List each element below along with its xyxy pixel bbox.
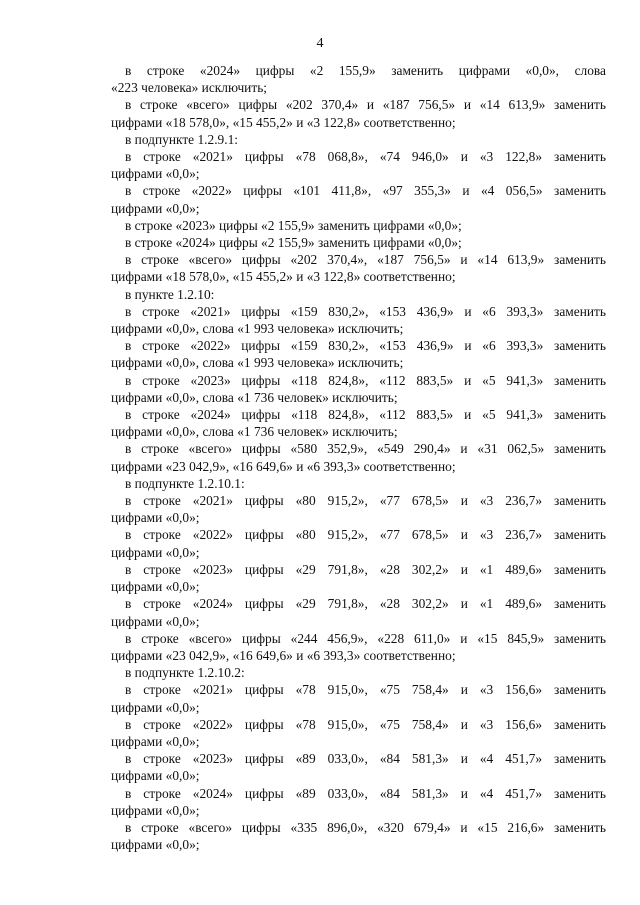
paragraph-first-line: в строке «2024» цифры «118 824,8», «112 883,5» и «5 941,3» заменить [125, 407, 606, 423]
paragraph [111, 440, 606, 474]
paragraph-first-line: в строке «2022» цифры «78 915,0», «75 758,4» и «3 156,6» заменить [125, 716, 606, 732]
paragraph-single-line: в подпункте 1.2.10.2: [125, 665, 245, 681]
paragraph-first-line: в строке «2022» цифры «80 915,2», «77 678,5» и «3 236,7» заменить [125, 527, 606, 543]
paragraph-continuation-line: цифрами «0,0»; [111, 699, 200, 715]
document-body [111, 62, 606, 853]
paragraph-continuation-line: цифрами «0,0»; [111, 579, 200, 595]
paragraph-continuation-line: цифрами «0,0»; [111, 200, 200, 216]
paragraph-continuation-line: цифрами «0,0»; [111, 166, 200, 182]
paragraph [111, 372, 606, 406]
paragraph-single-line: в строке «2023» цифры «2 155,9» заменить цифрами «0,0»; [125, 217, 462, 233]
paragraph-first-line: в строке «2023» цифры «118 824,8», «112 883,5» и «5 941,3» заменить [125, 372, 606, 388]
paragraph [111, 681, 606, 715]
paragraph [111, 595, 606, 629]
paragraph [111, 716, 606, 750]
paragraph-first-line: в строке «2021» цифры «80 915,2», «77 678,5» и «3 236,7» заменить [125, 493, 606, 509]
paragraph-continuation-line: цифрами «0,0»; [111, 544, 200, 560]
paragraph-continuation-line: цифрами «0,0», слова «1 736 человек» исключить; [111, 389, 398, 405]
paragraph-continuation-line: цифрами «0,0»; [111, 802, 200, 818]
paragraph-continuation-line: цифрами «23 042,9», «16 649,6» и «6 393,3» соответственно; [111, 647, 456, 663]
paragraph-continuation-line: цифрами «23 042,9», «16 649,6» и «6 393,3» соответственно; [111, 458, 456, 474]
paragraph [111, 819, 606, 853]
paragraph-single-line: в строке «2024» цифры «2 155,9» заменить цифрами «0,0»; [125, 235, 462, 251]
paragraph [111, 630, 606, 664]
paragraph-continuation-line: цифрами «0,0»; [111, 613, 200, 629]
paragraph-continuation-line: цифрами «18 578,0», «15 455,2» и «3 122,8» соответственно; [111, 269, 456, 285]
paragraph [111, 406, 606, 440]
paragraph [118, 131, 606, 148]
paragraph [118, 286, 606, 303]
paragraph-first-line: в строке «2024» цифры «89 033,0», «84 581,3» и «4 451,7» заменить [125, 785, 606, 801]
paragraph-first-line: в строке «2021» цифры «159 830,2», «153 436,9» и «6 393,3» заменить [125, 303, 606, 319]
paragraph [111, 303, 606, 337]
paragraph [111, 561, 606, 595]
paragraph-continuation-line: цифрами «0,0»; [111, 768, 200, 784]
paragraph-first-line: в строке «2024» цифры «2 155,9» заменить цифрами «0,0», слова [125, 63, 606, 78]
paragraph-first-line: в строке «2023» цифры «89 033,0», «84 581,3» и «4 451,7» заменить [125, 751, 606, 767]
paragraph [118, 234, 606, 251]
paragraph-first-line: в строке «2022» цифры «101 411,8», «97 355,3» и «4 056,5» заменить [125, 183, 606, 199]
paragraph [111, 62, 606, 96]
paragraph-first-line: в строке «2024» цифры «29 791,8», «28 302,2» и «1 489,6» заменить [125, 596, 606, 612]
paragraph [111, 182, 606, 216]
paragraph [118, 664, 606, 681]
paragraph-first-line: в строке «всего» цифры «335 896,0», «320 679,4» и «15 216,6» заменить [125, 819, 606, 835]
paragraph [118, 475, 606, 492]
paragraph-first-line: в строке «2021» цифры «78 068,8», «74 946,0» и «3 122,8» заменить [125, 149, 606, 165]
paragraph-continuation-line: цифрами «0,0», слова «1 993 человека» исключить; [111, 355, 404, 371]
paragraph-continuation-line: цифрами «0,0», слова «1 993 человека» исключить; [111, 321, 404, 337]
paragraph-first-line: в строке «всего» цифры «244 456,9», «228 611,0» и «15 845,9» заменить [125, 630, 606, 646]
paragraph-continuation-line: цифрами «0,0», слова «1 736 человек» исключить; [111, 424, 398, 440]
paragraph-first-line: в строке «2023» цифры «29 791,8», «28 302,2» и «1 489,6» заменить [125, 561, 606, 577]
paragraph-first-line: в строке «всего» цифры «202 370,4» и «187 756,5» и «14 613,9» заменить [125, 97, 606, 113]
paragraph-continuation-line: цифрами «0,0»; [111, 733, 200, 749]
paragraph-continuation-line: цифрами «0,0»; [111, 510, 200, 526]
paragraph [111, 337, 606, 371]
paragraph-single-line: в подпункте 1.2.10.1: [125, 475, 245, 491]
paragraph [111, 526, 606, 560]
paragraph [111, 251, 606, 285]
paragraph [111, 492, 606, 526]
page-number: 4 [316, 36, 324, 51]
paragraph-single-line: в пункте 1.2.10: [125, 286, 215, 302]
paragraph-first-line: в строке «2022» цифры «159 830,2», «153 436,9» и «6 393,3» заменить [125, 338, 606, 354]
paragraph-continuation-line: цифрами «18 578,0», «15 455,2» и «3 122,8» соответственно; [111, 114, 456, 130]
paragraph [111, 785, 606, 819]
paragraph-first-line: в строке «2021» цифры «78 915,0», «75 758,4» и «3 156,6» заменить [125, 682, 606, 698]
paragraph [118, 217, 606, 234]
paragraph [111, 148, 606, 182]
paragraph-first-line: в строке «всего» цифры «580 352,9», «549 290,4» и «31 062,5» заменить [125, 441, 606, 457]
paragraph [111, 750, 606, 784]
paragraph-single-line: в подпункте 1.2.9.1: [125, 131, 239, 147]
paragraph-continuation-line: «223 человека» исключить; [111, 80, 268, 96]
paragraph-first-line: в строке «всего» цифры «202 370,4», «187 756,5» и «14 613,9» заменить [125, 252, 606, 268]
paragraph-continuation-line: цифрами «0,0»; [111, 837, 200, 853]
paragraph [111, 96, 606, 130]
